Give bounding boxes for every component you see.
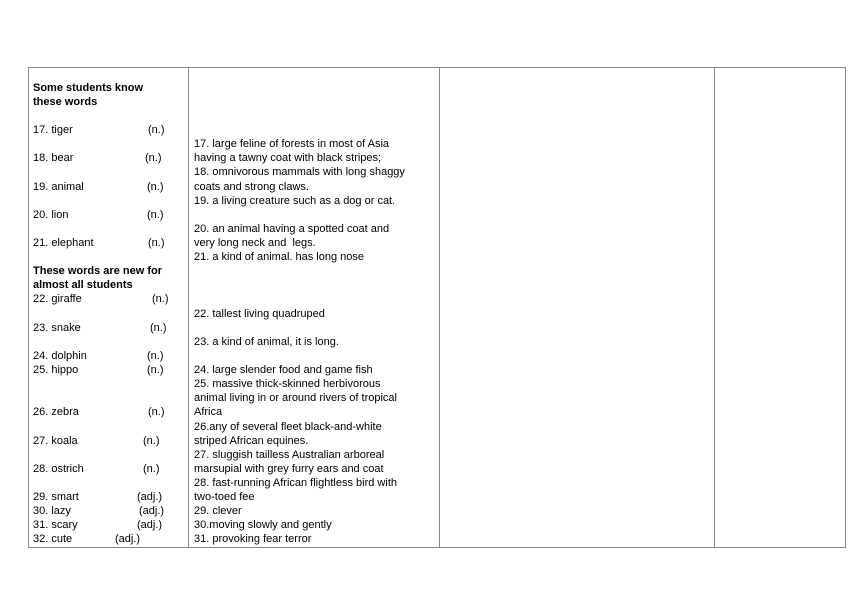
definition-line: 20. an animal having a spotted coat and (194, 223, 390, 235)
word-item: 29. smart (33, 491, 79, 503)
definition-line: 25. massive thick-skinned herbivorous (194, 378, 381, 390)
table-right-border (845, 67, 846, 548)
definition-line: 21. a kind of animal. has long nose (194, 251, 365, 263)
definition-line: 17. large feline of forests in most of Asia (194, 138, 390, 150)
word-item: 20. lion (33, 209, 69, 221)
part-of-speech: (n.) (152, 293, 169, 305)
definition-line: coats and strong claws. (194, 181, 309, 193)
definition-line: two-toed fee (194, 491, 255, 503)
word-item: 23. snake (33, 322, 81, 334)
part-of-speech: (n.) (145, 152, 162, 164)
word-item: 32. cute (33, 533, 73, 545)
part-of-speech: (n.) (143, 463, 160, 475)
word-item: 28. ostrich (33, 463, 84, 475)
new-words-heading: almost all students (33, 279, 133, 291)
word-item: 25. hippo (33, 364, 79, 376)
word-item: 21. elephant (33, 237, 94, 249)
part-of-speech: (n.) (147, 364, 164, 376)
definition-line: 22. tallest living quadruped (194, 308, 325, 320)
word-item: 24. dolphin (33, 350, 87, 362)
part-of-speech: (adj.) (137, 519, 163, 531)
part-of-speech: (n.) (148, 406, 165, 418)
definition-line: Africa (194, 406, 223, 418)
part-of-speech: (n.) (147, 350, 164, 362)
definition-line: 31. provoking fear terror (194, 533, 312, 545)
table-left-border (28, 67, 29, 548)
part-of-speech: (adj.) (137, 491, 163, 503)
definition-line: having a tawny coat with black stripes; (194, 152, 382, 164)
word-item: 31. scary (33, 519, 78, 531)
empty-column-4 (715, 68, 845, 547)
word-item: 17. tiger (33, 124, 73, 136)
word-item: 30. lazy (33, 505, 71, 517)
word-item: 22. giraffe (33, 293, 82, 305)
definition-line: 27. sluggish tailless Australian arboreal (194, 449, 385, 461)
new-words-heading: These words are new for (33, 265, 162, 277)
table-bottom-border (28, 547, 846, 548)
part-of-speech: (n.) (143, 435, 160, 447)
part-of-speech: (adj.) (115, 533, 141, 545)
definition-line: 30.moving slowly and gently (194, 519, 332, 531)
known-words-heading: Some students know (33, 82, 144, 94)
empty-column-3 (440, 68, 714, 547)
part-of-speech: (n.) (148, 124, 165, 136)
definition-line: animal living in or around rivers of tropical (194, 392, 397, 404)
definition-line: 24. large slender food and game fish (194, 364, 373, 376)
word-item: 27. koala (33, 435, 78, 447)
part-of-speech: (n.) (147, 209, 164, 221)
definition-line: marsupial with grey furry ears and coat (194, 463, 384, 475)
part-of-speech: (n.) (147, 181, 164, 193)
definition-line: 29. clever (194, 505, 242, 517)
definition-line: striped African equines. (194, 435, 309, 447)
known-words-heading: these words (33, 96, 98, 108)
vocabulary-table (28, 67, 846, 548)
definition-line: 19. a living creature such as a dog or cat. (194, 195, 396, 207)
definition-line: 26.any of several fleet black-and-white (194, 421, 382, 433)
definition-line: 23. a kind of animal, it is long. (194, 336, 339, 348)
word-item: 18. bear (33, 152, 74, 164)
column-divider-1 (188, 67, 189, 548)
part-of-speech: (n.) (148, 237, 165, 249)
definition-line: 18. omnivorous mammals with long shaggy (194, 166, 405, 178)
word-item: 19. animal (33, 181, 84, 193)
word-item: 26. zebra (33, 406, 79, 418)
part-of-speech: (adj.) (139, 505, 165, 517)
definition-line: 28. fast-running African flightless bird with (194, 477, 397, 489)
definition-line: very long neck and legs. (194, 237, 316, 249)
part-of-speech: (n.) (150, 322, 167, 334)
